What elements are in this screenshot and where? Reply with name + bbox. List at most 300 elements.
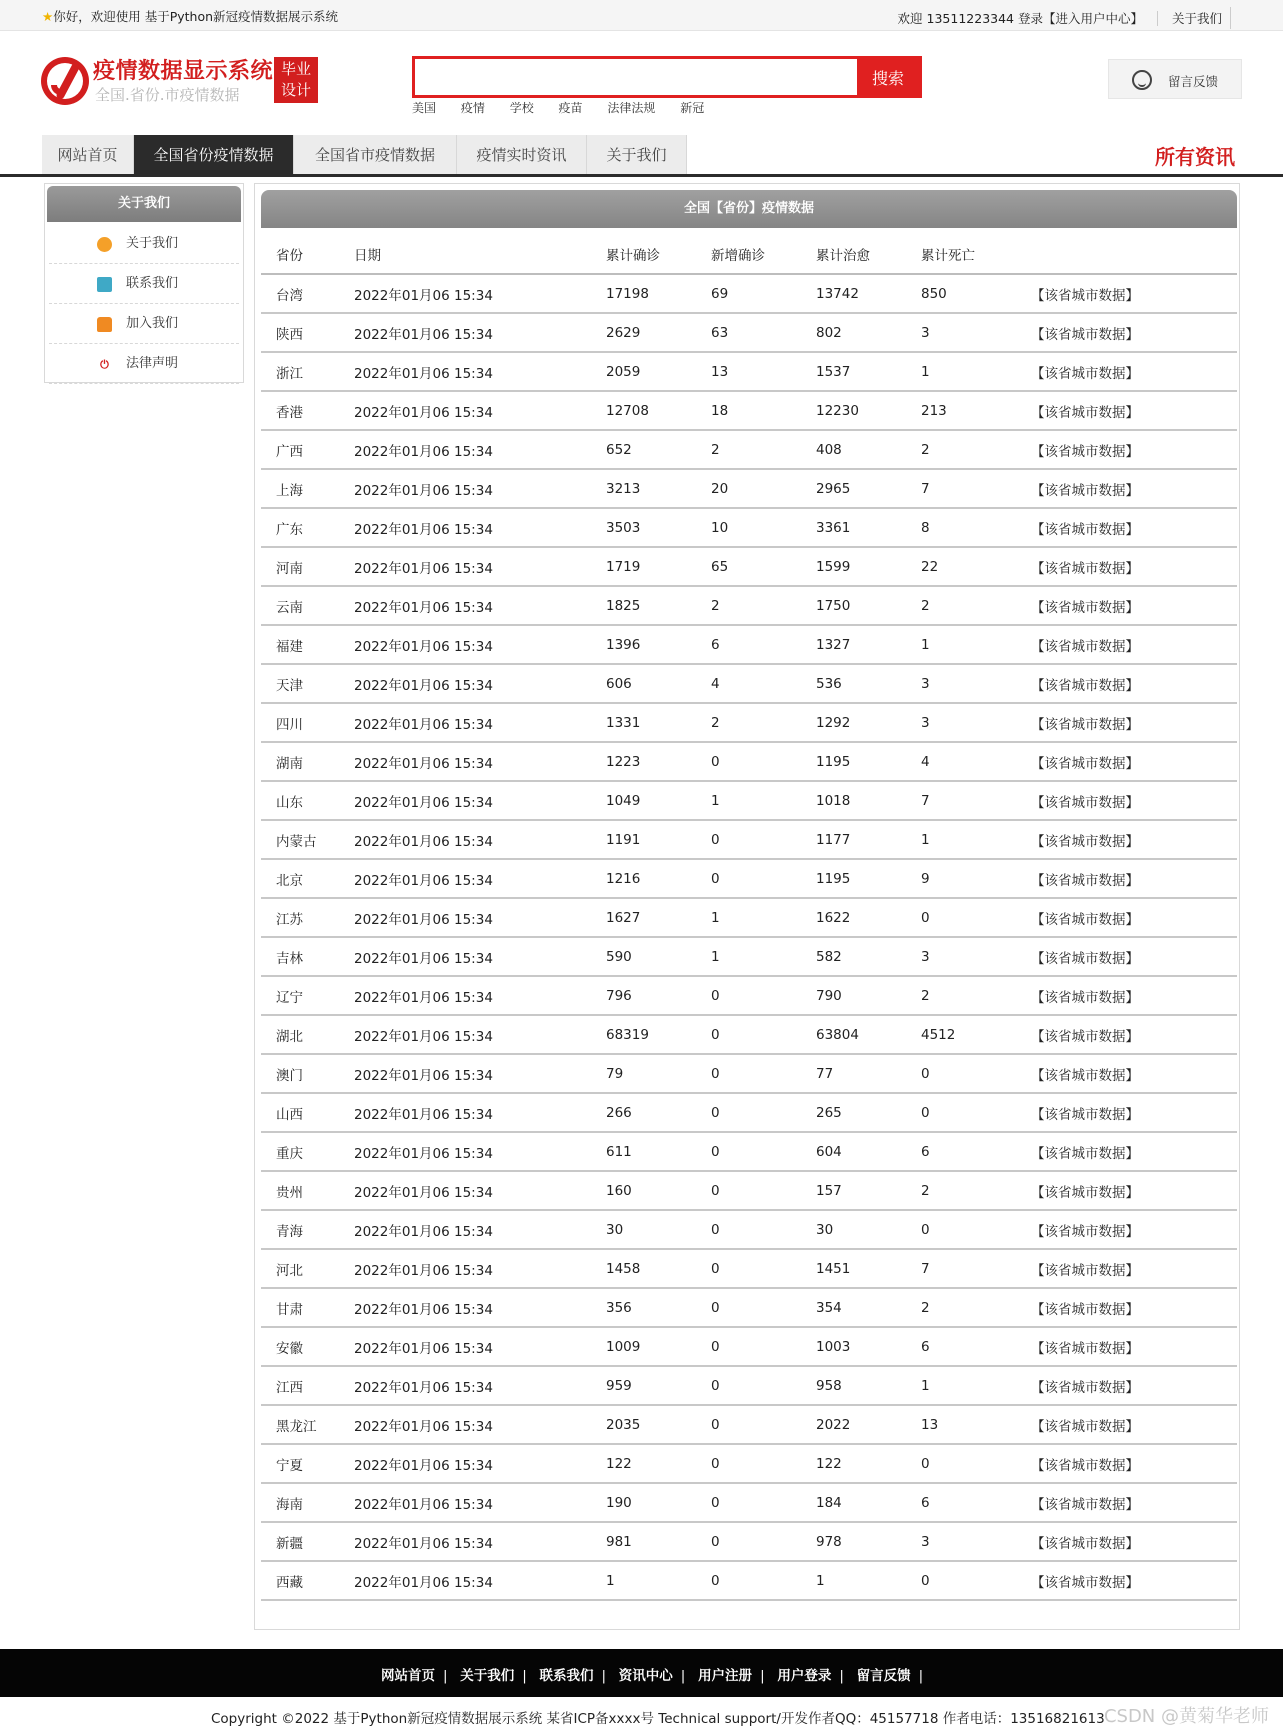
cell-total-confirmed: 1458 [591,1249,696,1288]
contact-icon [97,277,112,292]
about-icon [97,237,112,252]
cell-total-cured: 122 [801,1444,906,1483]
cell-total-cured: 1 [801,1561,906,1600]
cell-total-confirmed: 3503 [591,508,696,547]
cell-action [1016,469,1237,508]
cell-total-confirmed: 160 [591,1171,696,1210]
footer-link-contact[interactable]: 联系我们 [539,1668,594,1684]
cell-new-confirmed: 0 [696,1444,801,1483]
table-row [261,859,1237,898]
cell-total-deaths: 850 [906,274,1016,313]
city-data-link[interactable]: 【该省城市数据】 [1031,1262,1139,1279]
cell-new-confirmed: 6 [696,625,801,664]
cell-total-confirmed: 2035 [591,1405,696,1444]
cell-total-cured: 63804 [801,1015,906,1054]
city-data-link[interactable]: 【该省城市数据】 [1031,482,1139,499]
cell-new-confirmed: 1 [696,898,801,937]
cell-action [1016,1288,1237,1327]
city-data-link[interactable]: 【该省城市数据】 [1031,365,1139,382]
cell-total-deaths: 0 [906,898,1016,937]
cell-total-confirmed: 1009 [591,1327,696,1366]
main-nav [42,135,687,175]
cell-total-confirmed: 266 [591,1093,696,1132]
city-data-link[interactable]: 【该省城市数据】 [1031,404,1139,421]
cell-total-cured: 2022 [801,1405,906,1444]
city-data-link[interactable]: 【该省城市数据】 [1031,989,1139,1006]
cell-province: 新疆 [261,1522,339,1561]
cell-total-deaths: 2 [906,586,1016,625]
cell-total-deaths: 4512 [906,1015,1016,1054]
cell-total-cured: 354 [801,1288,906,1327]
cell-province: 天津 [261,664,339,703]
table-row [261,313,1237,352]
top-bar [0,0,1283,31]
footer-link-about[interactable]: 关于我们 [460,1668,515,1684]
table-row [261,586,1237,625]
cell-total-deaths: 7 [906,781,1016,820]
cell-new-confirmed: 0 [696,1171,801,1210]
cell-new-confirmed: 0 [696,1288,801,1327]
cell-action [1016,508,1237,547]
city-data-link[interactable]: 【该省城市数据】 [1031,1106,1139,1123]
cell-new-confirmed: 0 [696,1132,801,1171]
cell-new-confirmed: 0 [696,1366,801,1405]
cell-total-confirmed: 3213 [591,469,696,508]
cell-date: 2022年01月06 15:34 [339,1561,591,1600]
cell-province: 上海 [261,469,339,508]
cell-new-confirmed: 0 [696,742,801,781]
hot-keyword[interactable]: 疫情 [460,101,485,115]
cell-date: 2022年01月06 15:34 [339,1054,591,1093]
cell-total-confirmed: 68319 [591,1015,696,1054]
table-row [261,1366,1237,1405]
cell-total-cured: 3361 [801,508,906,547]
cell-province: 青海 [261,1210,339,1249]
cell-total-confirmed: 190 [591,1483,696,1522]
search-button[interactable]: 搜索 [857,59,919,95]
cell-date: 2022年01月06 15:34 [339,1405,591,1444]
cell-total-confirmed: 796 [591,976,696,1015]
cell-total-cured: 265 [801,1093,906,1132]
footer-links: 网站首页 | 关于我们 | 联系我们 | 资讯中心 | 用户注册 | 用户登录 | 留言反馈 | [381,1668,924,1684]
cell-total-deaths: 3 [906,703,1016,742]
cell-date: 2022年01月06 15:34 [339,469,591,508]
cell-total-deaths: 3 [906,937,1016,976]
cell-province: 黑龙江 [261,1405,339,1444]
logo-subtitle: 全国.省份.市疫情数据 [95,86,240,104]
cell-total-cured: 30 [801,1210,906,1249]
cell-total-cured: 1750 [801,586,906,625]
cell-date: 2022年01月06 15:34 [339,820,591,859]
cell-new-confirmed: 0 [696,976,801,1015]
cell-action [1016,1171,1237,1210]
table-row [261,1015,1237,1054]
cell-action [1016,742,1237,781]
cell-action [1016,274,1237,313]
sidebar-item-legal[interactable]: ⏻ 法律声明 [49,344,239,384]
cell-total-confirmed: 1223 [591,742,696,781]
cell-total-deaths: 1 [906,820,1016,859]
cell-new-confirmed: 0 [696,1522,801,1561]
cell-new-confirmed: 0 [696,1561,801,1600]
cell-total-deaths: 7 [906,469,1016,508]
cell-action [1016,976,1237,1015]
cell-province: 内蒙古 [261,820,339,859]
table-row [261,1327,1237,1366]
hot-keyword[interactable]: 新冠 [680,101,705,115]
cell-total-deaths: 0 [906,1561,1016,1600]
hot-keyword[interactable]: 美国 [412,101,437,115]
cell-total-deaths: 3 [906,664,1016,703]
table-row [261,430,1237,469]
cell-action [1016,1054,1237,1093]
cell-new-confirmed: 0 [696,1483,801,1522]
cell-total-confirmed: 1 [591,1561,696,1600]
cell-action [1016,664,1237,703]
cell-date: 2022年01月06 15:34 [339,352,591,391]
cell-total-cured: 1292 [801,703,906,742]
city-data-link[interactable]: 【该省城市数据】 [1031,1379,1139,1396]
cell-total-cured: 1327 [801,625,906,664]
table-row [261,898,1237,937]
cell-total-cured: 2965 [801,469,906,508]
cell-province: 陕西 [261,313,339,352]
cell-total-deaths: 0 [906,1054,1016,1093]
table-row [261,937,1237,976]
cell-action [1016,1210,1237,1249]
cell-province: 湖北 [261,1015,339,1054]
cell-action [1016,1522,1237,1561]
cell-province: 云南 [261,586,339,625]
table-row [261,547,1237,586]
cell-total-deaths: 0 [906,1210,1016,1249]
cell-total-deaths: 213 [906,391,1016,430]
cell-total-deaths: 2 [906,430,1016,469]
col-total-cured: 累计治愈 [801,235,906,274]
user-center-link[interactable]: 欢迎 13511223344 登录【进入用户中心】 [897,11,1143,26]
city-data-link[interactable]: 【该省城市数据】 [1031,911,1139,928]
cell-total-deaths: 7 [906,1249,1016,1288]
city-data-link[interactable]: 【该省城市数据】 [1031,638,1139,655]
cell-total-deaths: 6 [906,1327,1016,1366]
cell-province: 贵州 [261,1171,339,1210]
cell-total-deaths: 1 [906,1366,1016,1405]
feedback-button[interactable]: 留言反馈 [1108,59,1242,99]
cell-total-cured: 77 [801,1054,906,1093]
city-data-link[interactable]: 【该省城市数据】 [1031,1574,1139,1591]
cell-province: 山西 [261,1093,339,1132]
cell-new-confirmed: 10 [696,508,801,547]
cell-new-confirmed: 1 [696,781,801,820]
city-data-link[interactable]: 【该省城市数据】 [1031,677,1139,694]
tab-city-data[interactable]: 全国省市疫情数据 [294,135,457,175]
city-data-link[interactable]: 【该省城市数据】 [1031,1535,1139,1552]
cell-total-confirmed: 1331 [591,703,696,742]
cell-total-cured: 1177 [801,820,906,859]
cell-new-confirmed: 63 [696,313,801,352]
top-bar-right [898,7,1231,29]
cell-total-deaths: 4 [906,742,1016,781]
cell-new-confirmed: 13 [696,352,801,391]
copyright: Copyright ©2022 基于Python新冠疫情数据展示系统 某省ICP备xxxx号 Technical support/开发作者QQ：45157718 作者电话：13516821613 [211,1711,1105,1727]
city-data-link[interactable]: 【该省城市数据】 [1031,1145,1139,1162]
panel-title: 全国【省份】疫情数据 [261,190,1237,228]
cell-total-cured: 790 [801,976,906,1015]
cell-province: 北京 [261,859,339,898]
table-row [261,1444,1237,1483]
city-data-link[interactable]: 【该省城市数据】 [1031,599,1139,616]
cell-new-confirmed: 0 [696,1210,801,1249]
cell-action [1016,430,1237,469]
cell-province: 香港 [261,391,339,430]
cell-total-deaths: 3 [906,313,1016,352]
cell-total-cured: 1622 [801,898,906,937]
cell-action [1016,1366,1237,1405]
sidebar-item-contact[interactable]: 联系我们 [49,264,239,304]
cell-total-confirmed: 1216 [591,859,696,898]
cell-action [1016,1444,1237,1483]
cell-total-cured: 1195 [801,742,906,781]
cell-new-confirmed: 1 [696,937,801,976]
city-data-link[interactable]: 【该省城市数据】 [1031,950,1139,967]
watermark: CSDN @黄菊华老师 [1103,1706,1269,1727]
table-row [261,508,1237,547]
cell-total-deaths: 1 [906,352,1016,391]
table-row [261,1405,1237,1444]
cell-province: 安徽 [261,1327,339,1366]
tab-home[interactable]: 网站首页 [42,135,134,175]
cell-action [1016,1015,1237,1054]
cell-total-confirmed: 959 [591,1366,696,1405]
cell-new-confirmed: 0 [696,820,801,859]
table-row [261,625,1237,664]
cell-total-deaths: 9 [906,859,1016,898]
city-data-link[interactable]: 【该省城市数据】 [1031,1340,1139,1357]
city-data-link[interactable]: 【该省城市数据】 [1031,1418,1139,1435]
cell-action [1016,1093,1237,1132]
cell-total-deaths: 2 [906,1288,1016,1327]
city-data-link[interactable]: 【该省城市数据】 [1031,755,1139,772]
cell-province: 宁夏 [261,1444,339,1483]
cell-date: 2022年01月06 15:34 [339,664,591,703]
cell-province: 河南 [261,547,339,586]
city-data-link[interactable]: 【该省城市数据】 [1031,794,1139,811]
cell-total-cured: 978 [801,1522,906,1561]
cell-total-confirmed: 1825 [591,586,696,625]
footer-link-home[interactable]: 网站首页 [381,1668,435,1684]
cell-province: 海南 [261,1483,339,1522]
data-table-wrap [261,235,1237,1601]
hot-keyword[interactable]: 法律法规 [607,101,656,115]
cell-total-deaths: 2 [906,1171,1016,1210]
cell-total-confirmed: 12708 [591,391,696,430]
table-row [261,1483,1237,1522]
cell-date: 2022年01月06 15:34 [339,1327,591,1366]
cell-action [1016,547,1237,586]
cell-total-cured: 1451 [801,1249,906,1288]
footer-link-register[interactable]: 用户注册 [698,1668,753,1684]
table-row [261,1093,1237,1132]
footer-link-feedback[interactable]: 留言反馈 [856,1668,911,1684]
cell-date: 2022年01月06 15:34 [339,1522,591,1561]
cell-total-confirmed: 2059 [591,352,696,391]
main-panel [254,183,1240,1630]
cell-date: 2022年01月06 15:34 [339,742,591,781]
tab-news[interactable]: 疫情实时资讯 [457,135,587,175]
about-link[interactable]: 关于我们 [1171,11,1222,26]
cell-new-confirmed: 18 [696,391,801,430]
city-data-link[interactable]: 【该省城市数据】 [1031,1457,1139,1474]
table-row [261,976,1237,1015]
sidebar-item-about[interactable]: 关于我们 [49,224,239,264]
cell-date: 2022年01月06 15:34 [339,1249,591,1288]
table-row [261,352,1237,391]
cell-date: 2022年01月06 15:34 [339,547,591,586]
cell-province: 山东 [261,781,339,820]
graduation-badge: 毕业 设计 [274,57,318,103]
col-date: 日期 [339,235,591,274]
cell-action [1016,1483,1237,1522]
cell-date: 2022年01月06 15:34 [339,703,591,742]
cell-total-cured: 604 [801,1132,906,1171]
hot-keywords [412,99,725,116]
cell-total-deaths: 13 [906,1405,1016,1444]
cell-new-confirmed: 0 [696,1249,801,1288]
cell-total-confirmed: 356 [591,1288,696,1327]
city-data-link[interactable]: 【该省城市数据】 [1031,716,1139,733]
cell-total-deaths: 0 [906,1093,1016,1132]
table-body [261,274,1237,1600]
hot-keyword[interactable]: 疫苗 [558,101,583,115]
cell-total-deaths: 1 [906,625,1016,664]
footer-link-login[interactable]: 用户登录 [777,1668,832,1684]
city-data-link[interactable]: 【该省城市数据】 [1031,1028,1139,1045]
cell-total-cured: 958 [801,1366,906,1405]
city-data-link[interactable]: 【该省城市数据】 [1031,1301,1139,1318]
city-data-link[interactable]: 【该省城市数据】 [1031,1496,1139,1513]
cell-total-cured: 184 [801,1483,906,1522]
city-data-link[interactable]: 【该省城市数据】 [1031,521,1139,538]
city-data-link[interactable]: 【该省城市数据】 [1031,833,1139,850]
table-row [261,469,1237,508]
table-row [261,391,1237,430]
table-row [261,1288,1237,1327]
col-new-confirmed: 新增确诊 [696,235,801,274]
tab-province-data[interactable]: 全国省份疫情数据 [134,135,294,175]
logo-icon[interactable] [41,57,89,105]
table-row [261,1561,1237,1600]
cell-total-deaths: 6 [906,1132,1016,1171]
cell-total-confirmed: 2629 [591,313,696,352]
table-row [261,703,1237,742]
cell-date: 2022年01月06 15:34 [339,1288,591,1327]
table-row [261,1210,1237,1249]
sidebar-item-join[interactable]: 加入我们 [49,304,239,344]
cell-action [1016,313,1237,352]
divider [1157,11,1158,26]
all-news-link[interactable]: 所有资讯 [1155,145,1235,169]
cell-new-confirmed: 0 [696,859,801,898]
cell-date: 2022年01月06 15:34 [339,781,591,820]
cell-total-confirmed: 1627 [591,898,696,937]
cell-total-deaths: 2 [906,976,1016,1015]
search-input[interactable] [415,59,861,95]
cell-total-cured: 582 [801,937,906,976]
table-row [261,820,1237,859]
city-data-link[interactable]: 【该省城市数据】 [1031,560,1139,577]
cell-province: 西藏 [261,1561,339,1600]
cell-action [1016,781,1237,820]
cell-total-confirmed: 17198 [591,274,696,313]
table-row [261,1171,1237,1210]
cell-province: 广东 [261,508,339,547]
cell-action [1016,820,1237,859]
cell-province: 台湾 [261,274,339,313]
city-data-link[interactable]: 【该省城市数据】 [1031,1067,1139,1084]
cell-total-deaths: 22 [906,547,1016,586]
cell-date: 2022年01月06 15:34 [339,1171,591,1210]
col-total-confirmed: 累计确诊 [591,235,696,274]
city-data-link[interactable]: 【该省城市数据】 [1031,1223,1139,1240]
cell-province: 重庆 [261,1132,339,1171]
cell-total-cured: 536 [801,664,906,703]
hot-keyword[interactable]: 学校 [509,101,534,115]
cell-new-confirmed: 0 [696,1015,801,1054]
col-action [1016,235,1237,274]
cell-date: 2022年01月06 15:34 [339,274,591,313]
cell-new-confirmed: 4 [696,664,801,703]
cell-date: 2022年01月06 15:34 [339,898,591,937]
table-row [261,1249,1237,1288]
table-row [261,742,1237,781]
table-row [261,1522,1237,1561]
cell-total-cured: 802 [801,313,906,352]
cell-total-confirmed: 79 [591,1054,696,1093]
cell-date: 2022年01月06 15:34 [339,508,591,547]
cell-province: 江苏 [261,898,339,937]
cell-total-deaths: 6 [906,1483,1016,1522]
cell-new-confirmed: 65 [696,547,801,586]
cell-province: 河北 [261,1249,339,1288]
cell-date: 2022年01月06 15:34 [339,1444,591,1483]
table-row [261,1132,1237,1171]
city-data-link[interactable]: 【该省城市数据】 [1031,287,1139,304]
city-data-link[interactable]: 【该省城市数据】 [1031,326,1139,343]
cell-total-cured: 1003 [801,1327,906,1366]
cell-date: 2022年01月06 15:34 [339,1366,591,1405]
city-data-link[interactable]: 【该省城市数据】 [1031,443,1139,460]
cell-action [1016,352,1237,391]
tab-about[interactable]: 关于我们 [587,135,687,175]
cell-date: 2022年01月06 15:34 [339,313,591,352]
divider [1230,7,1231,29]
cell-total-confirmed: 122 [591,1444,696,1483]
city-data-link[interactable]: 【该省城市数据】 [1031,872,1139,889]
city-data-link[interactable]: 【该省城市数据】 [1031,1184,1139,1201]
cell-action [1016,859,1237,898]
cell-action [1016,898,1237,937]
cell-total-confirmed: 652 [591,430,696,469]
lock-icon [97,317,112,332]
cell-new-confirmed: 2 [696,586,801,625]
star-icon: ★ [42,9,54,24]
logo-title[interactable]: 疫情数据显示系统 [93,59,274,84]
cell-action [1016,586,1237,625]
col-total-deaths: 累计死亡 [906,235,1016,274]
cell-province: 浙江 [261,352,339,391]
cell-total-confirmed: 590 [591,937,696,976]
footer-link-news[interactable]: 资讯中心 [618,1668,673,1684]
